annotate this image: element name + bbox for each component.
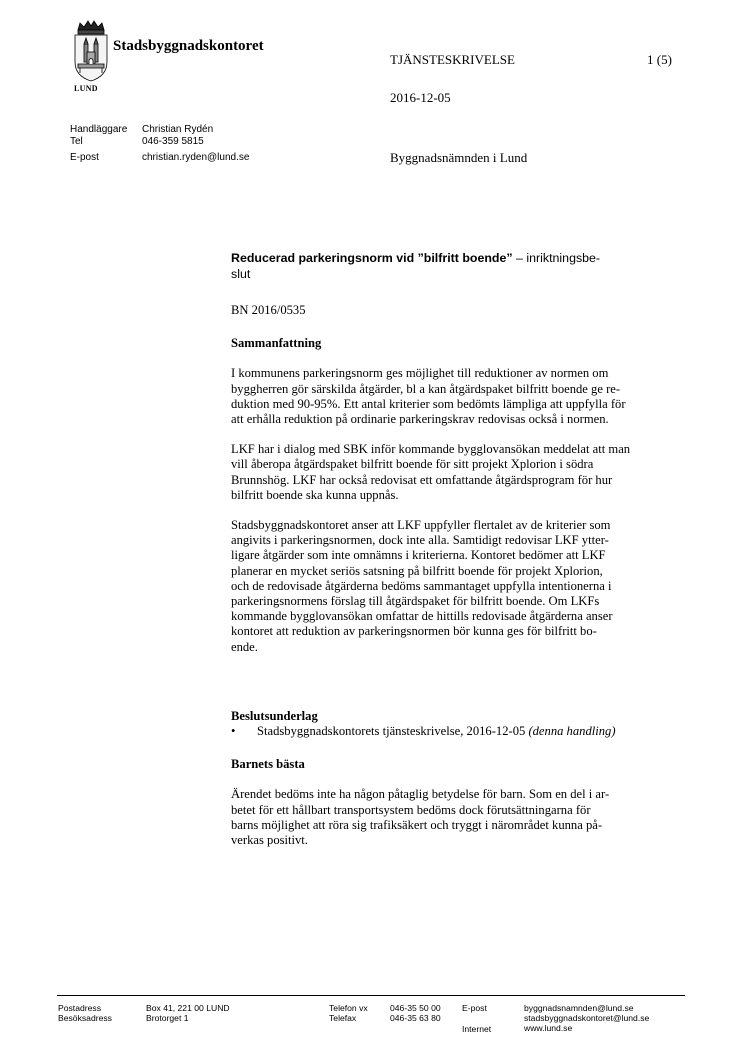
summary-paragraph-2 (231, 442, 691, 503)
text-line: verkas positivt. (231, 833, 308, 848)
text-line: planerar en mycket seriös satsning på bilfritt boende för projekt Xplorion, (231, 563, 603, 578)
footer-internet-label: Internet (462, 1024, 492, 1034)
document-title-rest: – inriktningsbe- (512, 251, 601, 265)
document-type: TJÄNSTESKRIVELSE (390, 52, 515, 67)
contact-value-email: christian.ryden@lund.se (142, 152, 250, 163)
summary-heading: Sammanfattning (231, 336, 322, 351)
footer-telefax-label: Telefax (329, 1013, 357, 1023)
office-name: Stadsbyggnadskontoret (113, 38, 264, 54)
footer-divider (57, 995, 685, 996)
contact-label-email: E-post (70, 152, 99, 163)
recipient: Byggnadsnämnden i Lund (390, 150, 528, 165)
summary-paragraph-1 (231, 366, 691, 427)
footer-telefon-value: 046-35 50 00 (390, 1003, 441, 1013)
footer-telefon-label: Telefon vx (329, 1003, 368, 1013)
child-heading: Barnets bästa (231, 757, 305, 772)
footer-besoksadress-value: Brotorget 1 (146, 1013, 189, 1023)
text-line: kontoret att reduktion av parkeringsnormen bör kunna ges för bilfritt bo- (231, 624, 597, 639)
summary-paragraph-3 (231, 518, 691, 655)
basis-item-note: (denna handling) (528, 724, 616, 739)
text-line: duktion med 90-95%. Ett antal kriterier som bedömts lämpliga att uppfylla för (231, 396, 626, 411)
case-number: BN 2016/0535 (231, 303, 306, 317)
lund-coat-of-arms-logo (72, 20, 110, 82)
text-line: kommande bygglovansökan omfattar de hittills redovisade åtgärderna anser (231, 609, 613, 624)
text-line: vill åberopa åtgärdspaket bilfritt boende för sitt projekt Xplorion i södra (231, 457, 594, 472)
text-line: LKF har i dialog med SBK inför kommande bygglovansökan meddelat att man (231, 442, 631, 457)
text-line: Stadsbyggnadskontoret anser att LKF uppfyller flertalet av de kriterier som (231, 518, 611, 533)
text-line: angivits i parkeringsnormen, dock inte alla. Samtidigt redovisar LKF ytter- (231, 533, 609, 548)
text-line: ende. (231, 639, 258, 654)
text-line: Ärendet bedöms inte ha någon påtaglig betydelse för barn. Som en del i ar- (231, 787, 610, 802)
footer-postadress-value: Box 41, 221 00 LUND (146, 1003, 230, 1013)
text-line: ligare åtgärder som inte omnämns i kriterierna. Kontoret bedömer att LKF (231, 548, 606, 563)
document-date: 2016-12-05 (390, 90, 451, 105)
text-line: betet för ett hållbart transportsystem bedöms dock förutsättningarna för (231, 802, 591, 817)
footer-email-2[interactable]: stadsbyggnadskontoret@lund.se (524, 1013, 650, 1023)
footer-epost-label: E-post (462, 1003, 487, 1013)
text-line: att erhålla reduktion på ordinarie parkeringskrav redovisas också i normen. (231, 412, 609, 427)
footer-besoksadress-label: Besöksadress (58, 1013, 112, 1023)
footer-postadress-label: Postadress (58, 1003, 101, 1013)
document-title-bold: Reducerad parkeringsnorm vid ”bilfritt boende” (231, 251, 513, 265)
text-line: och de redovisade åtgärderna bedöms sammantaget uppfylla intentionerna i (231, 578, 612, 593)
document-title (231, 251, 691, 282)
footer-email-1[interactable]: byggnadsnamnden@lund.se (524, 1003, 634, 1013)
contact-value-tel: 046-359 5815 (142, 135, 204, 147)
footer-telefax-value: 046-35 63 80 (390, 1013, 441, 1023)
text-line: parkeringsnormens förslag till åtgärdspaket för bilfritt boende. Om LKFs (231, 594, 600, 609)
footer-website-link[interactable]: www.lund.se (524, 1023, 573, 1033)
document-body (231, 251, 691, 848)
basis-item-text (257, 724, 616, 739)
contact-label-handlaggare: Handläggare (70, 124, 128, 135)
document-title-rest-2: slut (231, 266, 251, 281)
text-line: byggherren gör särskilda åtgärder, bl a kan åtgärdspaket bilfritt boende ge re- (231, 381, 621, 396)
contact-value-handlaggare: Christian Rydén (142, 124, 214, 135)
basis-heading: Beslutsunderlag (231, 708, 318, 723)
basis-list-item (231, 724, 691, 739)
contact-label-tel: Tel (70, 135, 83, 147)
bullet: • (231, 724, 236, 739)
basis-item-main: Stadsbyggnadskontorets tjänsteskrivelse, 2016-12-05 (257, 724, 529, 739)
child-paragraph (231, 787, 691, 848)
page-number: 1 (5) (647, 52, 672, 67)
text-line: I kommunens parkeringsnorm ges möjlighet till reduktioner av normen om (231, 366, 609, 381)
text-line: barns möjlighet att röra sig trafiksäkert och tryggt i närområdet kunna på- (231, 817, 603, 832)
logo-caption: LUND (74, 84, 98, 93)
text-line: bilfritt boende ska kunna uppnås. (231, 487, 399, 502)
text-line: Brunnshög. LKF har också redovisat ett omfattande åtgärdsprogram för hur (231, 472, 613, 487)
